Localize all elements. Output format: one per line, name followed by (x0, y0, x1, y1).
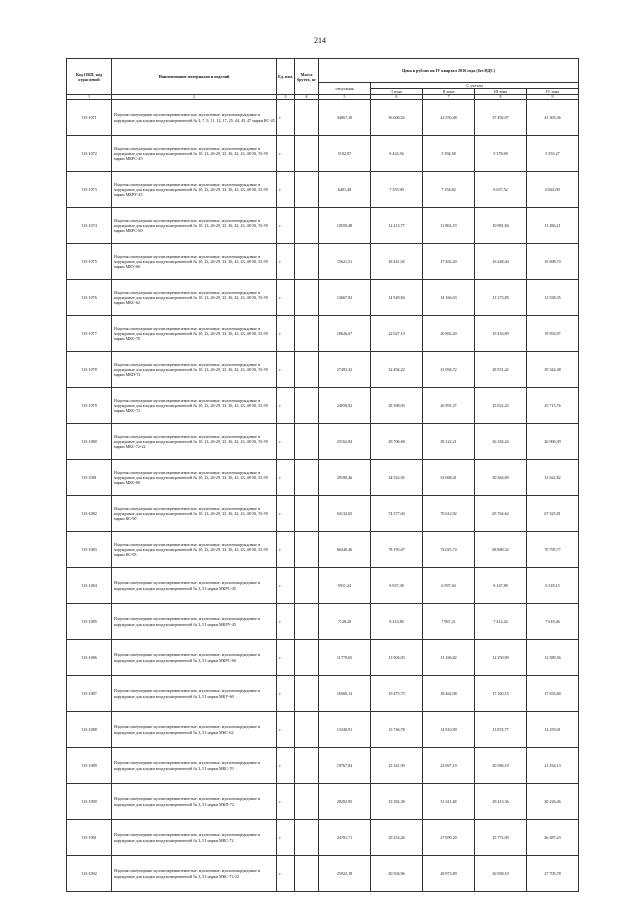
zone-4-price-cell: 16 698,74 (527, 244, 579, 280)
header-name: Наименование материалов и изделий (112, 59, 277, 95)
zone-3-price-cell: 10 981,84 (475, 208, 527, 244)
unit-cell: т (277, 856, 295, 892)
zone-3-price-cell: 19 416,89 (475, 316, 527, 352)
unit-cell: т (277, 568, 295, 604)
product-code: 115-1071 (67, 100, 112, 136)
table-row (67, 532, 579, 568)
mass-cell (295, 568, 319, 604)
mass-cell (295, 388, 319, 424)
unit-cell: т (277, 532, 295, 568)
header-release-price: отпускная (319, 83, 371, 95)
table-row (67, 820, 579, 856)
zone-1-price-cell: 33 382,38 (371, 784, 423, 820)
mass-cell (295, 280, 319, 316)
zone-3-price-cell: 13 173,85 (475, 280, 527, 316)
release-price-cell: 15621,51 (319, 244, 371, 280)
product-name: Изделия огнеупорные муллитокремнеземистые, муллитовые, муллитокорундовые и корундовые для кладки воздухонагревателей № 3, 51 марки МКУ-60 (112, 676, 277, 712)
product-name: Изделия огнеупорные муллитокремнеземистые, муллитовые, муллитокорундовые и корундовые для кладки воздухонагревателей № 3, 51 марки МКРУ-45 (112, 604, 277, 640)
product-code: 115-1090 (67, 784, 112, 820)
mass-cell (295, 820, 319, 856)
release-price-cell: 11779,65 (319, 640, 371, 676)
unit-cell: т (277, 640, 295, 676)
zone-4-price-cell: 14 259,01 (527, 712, 579, 748)
product-code: 115-1074 (67, 208, 112, 244)
zone-2-price-cell: 28 124,21 (423, 424, 475, 460)
header-code: Код ОКП, код отраслевой (67, 59, 112, 95)
zone-4-price-cell: 7 618,46 (527, 604, 579, 640)
product-code: 115-1078 (67, 352, 112, 388)
header-zone-4: IV зона (527, 89, 579, 95)
release-price-cell: 18626,67 (319, 316, 371, 352)
product-name: Изделия огнеупорные муллитокремнеземистые, муллитовые, муллитокорундовые и корундовые для кладки воздухонагревателей № 10, 23, 26-29, 33, 36, 42, 43, 48-50, 55-59 марки МКС-70 (112, 316, 277, 352)
unit-cell: т (277, 748, 295, 784)
zone-1-price-cell: 74 577,04 (371, 496, 423, 532)
header-zone-3: III зона (475, 89, 527, 95)
zone-4-price-cell: 25 715,76 (527, 388, 579, 424)
mass-cell (295, 640, 319, 676)
header-zone-1: I зона (371, 89, 423, 95)
zone-4-price-cell: 26 906,39 (527, 424, 579, 460)
header-delivery-group: С учетом (371, 83, 579, 89)
zone-4-price-cell: 67 525,81 (527, 496, 579, 532)
product-code: 115-1091 (67, 820, 112, 856)
zone-3-price-cell: 13 874,77 (475, 712, 527, 748)
zone-1-price-cell: 6 937,38 (371, 568, 423, 604)
zone-1-price-cell: 32 494,22 (371, 352, 423, 388)
zone-3-price-cell: 26 958,19 (475, 856, 527, 892)
zone-3-price-cell: 12 250,99 (475, 640, 527, 676)
zone-2-price-cell: 28 973,89 (423, 856, 475, 892)
zone-4-price-cell: 19 954,97 (527, 316, 579, 352)
release-price-cell: 7128,20 (319, 604, 371, 640)
zone-3-price-cell: 37 492,07 (475, 100, 527, 136)
mass-cell (295, 352, 319, 388)
zone-1-price-cell: 8 423,80 (371, 604, 423, 640)
mass-cell (295, 100, 319, 136)
product-name: Изделия огнеупорные муллитокремнеземистые, муллитовые, муллитокорундовые и корундовые для кладки воздухонагревателей № 3, 51 марки МКРС-60 (112, 640, 277, 676)
product-name: Изделия огнеупорные муллитокремнеземистые, муллитовые, муллитокорундовые и корундовые для кладки воздухонагревателей № 10, 23, 26-29, 33, 36, 42, 43, 48-50, 55-59 марки КС-95 (112, 532, 277, 568)
column-number: 1 (67, 95, 112, 100)
unit-cell: т (277, 676, 295, 712)
zone-2-price-cell: 5 394,58 (423, 136, 475, 172)
mass-cell (295, 172, 319, 208)
column-number: 8 (475, 95, 527, 100)
zone-1-price-cell: 18 441,02 (371, 244, 423, 280)
table-row (67, 100, 579, 136)
release-price-cell: 10559,48 (319, 208, 371, 244)
release-price-cell: 12667,92 (319, 280, 371, 316)
table-row (67, 460, 579, 496)
release-price-cell: 25162,84 (319, 424, 371, 460)
unit-cell: т (277, 208, 295, 244)
zone-3-price-cell: 5 378,69 (475, 136, 527, 172)
zone-4-price-cell: 29 342,48 (527, 352, 579, 388)
header-zone-2: II зона (423, 89, 475, 95)
mass-cell (295, 496, 319, 532)
release-price-cell: 13340,91 (319, 712, 371, 748)
header-mass: Масса брутто, кг (295, 59, 319, 95)
product-name: Изделия огнеупорные муллитокремнеземистые, муллитовые, муллитокорундовые и корундовые для кладки воздухонагревателей № 10, 23, 26-29, 33, 36, 42, 43, 48-50, 55-59 марки МКРУ-45 (112, 172, 277, 208)
unit-cell: т (277, 244, 295, 280)
zone-2-price-cell: 14 910,99 (423, 712, 475, 748)
zone-1-price-cell: 15 746,78 (371, 712, 423, 748)
product-code: 115-1089 (67, 748, 112, 784)
product-name: Изделия огнеупорные муллитокремнеземистые, муллитовые, муллитокорундовые и корундовые для кладки воздухонагревателей № 10, 23, 26-29, 33, 36, 42, 43, 48-50, 55-59 марки МКУ-60 (112, 244, 277, 280)
zone-1-price-cell: 34 522,92 (371, 460, 423, 496)
product-code: 115-1072 (67, 136, 112, 172)
mass-cell (295, 208, 319, 244)
zone-1-price-cell: 29 706,68 (371, 424, 423, 460)
unit-cell: т (277, 496, 295, 532)
mass-cell (295, 856, 319, 892)
zone-3-price-cell: 26 182,24 (475, 424, 527, 460)
mass-cell (295, 676, 319, 712)
zone-4-price-cell: 6 318,15 (527, 568, 579, 604)
release-price-cell: 27493,32 (319, 352, 371, 388)
table-row (67, 676, 579, 712)
table-row (67, 388, 579, 424)
mass-cell (295, 604, 319, 640)
product-code: 115-1080 (67, 424, 112, 460)
product-name: Изделия огнеупорные муллитокремнеземистые, муллитовые, муллитокорундовые и корундовые для кладки воздухонагревателей № 10, 23, 26-29, 33, 36, 42, 43, 48-50, 55-59 марки МКС-72-22 (112, 424, 277, 460)
zone-2-price-cell: 20 862,20 (423, 316, 475, 352)
zone-3-price-cell: 29 413,36 (475, 784, 527, 820)
mass-cell (295, 784, 319, 820)
product-name: Изделия огнеупорные муллитокремнеземистые, муллитовые, муллитокорундовые и корундовые для кладки воздухонагревателей № 3, 51 марки МКС-62 (112, 712, 277, 748)
mass-cell (295, 244, 319, 280)
zone-3-price-cell: 17 160,15 (475, 676, 527, 712)
zone-2-price-cell: 74 025,74 (423, 532, 475, 568)
zone-4-price-cell: 70 795,77 (527, 532, 579, 568)
release-price-cell: 66240,46 (319, 532, 371, 568)
zone-1-price-cell: 14 928,84 (371, 280, 423, 316)
unit-cell: т (277, 352, 295, 388)
unit-cell: т (277, 100, 295, 136)
zone-4-price-cell: 13 538,35 (527, 280, 579, 316)
zone-3-price-cell: 16 248,40 (475, 244, 527, 280)
unit-cell: т (277, 316, 295, 352)
mass-cell (295, 424, 319, 460)
zone-2-price-cell: 17 462,20 (423, 244, 475, 280)
mass-cell (295, 136, 319, 172)
product-name: Изделия огнеупорные муллитокремнеземистые, муллитовые, муллитокорундовые и корундовые для кладки воздухонагревателей № 10, 23, 26-29, 33, 36, 42, 43, 48-50, 55-59 марки МКРС-60 (112, 208, 277, 244)
table-row (67, 496, 579, 532)
table-row (67, 316, 579, 352)
product-code: 115-1082 (67, 496, 112, 532)
table-row (67, 568, 579, 604)
release-price-cell: 25922,18 (319, 856, 371, 892)
unit-cell: т (277, 424, 295, 460)
zone-1-price-cell: 28 398,03 (371, 388, 423, 424)
zone-2-price-cell: 22 097,19 (423, 748, 475, 784)
zone-4-price-cell: 41 303,36 (527, 100, 579, 136)
mass-cell (295, 712, 319, 748)
product-code: 115-1086 (67, 640, 112, 676)
unit-cell: т (277, 604, 295, 640)
release-price-cell: 6401,48 (319, 172, 371, 208)
zone-2-price-cell: 27 699,20 (423, 820, 475, 856)
column-number: 5 (319, 95, 371, 100)
zone-4-price-cell: 26 487,23 (527, 820, 579, 856)
zone-2-price-cell: 33 068,41 (423, 460, 475, 496)
zone-1-price-cell: 22 027,10 (371, 316, 423, 352)
table-row (67, 748, 579, 784)
zone-3-price-cell: 30 363,69 (475, 460, 527, 496)
release-price-cell: 24059,92 (319, 388, 371, 424)
zone-4-price-cell: 21 164,13 (527, 748, 579, 784)
zone-1-price-cell: 13 904,03 (371, 640, 423, 676)
release-price-cell: 63132,65 (319, 496, 371, 532)
zone-4-price-cell: 5 553,27 (527, 136, 579, 172)
table-row (67, 352, 579, 388)
unit-cell: т (277, 388, 295, 424)
table-row (67, 640, 579, 676)
unit-cell: т (277, 820, 295, 856)
product-code: 115-1088 (67, 712, 112, 748)
zone-3-price-cell: 65 764,62 (475, 496, 527, 532)
column-number: 3 (277, 95, 295, 100)
product-code: 115-1085 (67, 604, 112, 640)
release-price-cell: 16560,13 (319, 676, 371, 712)
zone-2-price-cell: 13 166,82 (423, 640, 475, 676)
product-name: Изделия огнеупорные муллитокремнеземистые, муллитовые, муллитокорундовые и корундовые для кладки воздухонагревателей № 3, 51 марки МКС-70 (112, 748, 277, 784)
zone-4-price-cell: 6 842,00 (527, 172, 579, 208)
zone-2-price-cell: 14 166,03 (423, 280, 475, 316)
release-price-cell: 5911,24 (319, 568, 371, 604)
zone-3-price-cell: 7 412,43 (475, 604, 527, 640)
zone-1-price-cell: 78 195,67 (371, 532, 423, 568)
zone-3-price-cell: 20 586,19 (475, 748, 527, 784)
zone-1-price-cell: 23 341,99 (371, 748, 423, 784)
zone-1-price-cell: 12 413,77 (371, 208, 423, 244)
zone-3-price-cell: 6 657,52 (475, 172, 527, 208)
zone-2-price-cell: 31 094,72 (423, 352, 475, 388)
release-price-cell: 19767,84 (319, 748, 371, 784)
unit-cell: т (277, 172, 295, 208)
release-price-cell: 5102,97 (319, 136, 371, 172)
price-table (66, 58, 579, 892)
table-body (67, 100, 579, 892)
zone-1-price-cell: 19 475,75 (371, 676, 423, 712)
zone-2-price-cell: 70 612,92 (423, 496, 475, 532)
product-name: Изделия огнеупорные муллитокремнеземистые, муллитовые, муллитокорундовые и корундовые для кладки воздухонагревателей № 10, 23, 26-29, 33, 36, 42, 43, 48-50, 55-59 марки МКС-72 (112, 388, 277, 424)
product-name: Изделия огнеупорные муллитокремнеземистые, муллитовые, муллитокорундовые и корундовые для кладки воздухонагревателей № 3, 51 марки МКС-72 (112, 820, 277, 856)
header-price-group: Цена в рублях на IV квартал 2016 года (без НДС) (319, 59, 579, 83)
table-row (67, 172, 579, 208)
table-row (67, 424, 579, 460)
product-name: Изделия огнеупорные муллитокремнеземистые, муллитовые, муллитокорундовые и корундовые для кладки воздухонагревателей № 10, 23, 26-29, 33, 36, 42, 43, 48-50, 55-59 марки МКС-80 (112, 460, 277, 496)
product-name: Изделия огнеупорные муллитокремнеземистые, муллитовые, муллитокорундовые и корундовые для кладки воздухонагревателей № 3, 51 марки МКРС-45 (112, 568, 277, 604)
zone-4-price-cell: 30 226,46 (527, 784, 579, 820)
zone-4-price-cell: 11 286,21 (527, 208, 579, 244)
table-row (67, 604, 579, 640)
product-name: Изделия огнеупорные муллитокремнеземистые, муллитовые, муллитокорундовые и корундовые для кладки воздухонагревателей № 3, 51 марки МКП-72 (112, 784, 277, 820)
zone-1-price-cell: 7 355,90 (371, 172, 423, 208)
column-number: 6 (371, 95, 423, 100)
unit-cell: т (277, 784, 295, 820)
header-unit: Ед. изм. (277, 59, 295, 95)
page-number: 214 (314, 36, 326, 45)
column-number: 9 (527, 95, 579, 100)
column-number: 4 (295, 95, 319, 100)
zone-2-price-cell: 22 550,48 (423, 100, 475, 136)
zone-1-price-cell: 29 254,26 (371, 820, 423, 856)
table-row (67, 280, 579, 316)
product-code: 115-1092 (67, 856, 112, 892)
column-number: 2 (112, 95, 277, 100)
product-name: Изделия огнеупорные муллитокремнеземистые, муллитовые, муллитокорундовые и корундовые для кладки воздухонагревателей № 3, 51 марки МКС-72-22 (112, 856, 277, 892)
zone-1-price-cell: 30 594,96 (371, 856, 423, 892)
product-name: Изделия огнеупорные муллитокремнеземистые, муллитовые, муллитокорундовые и корундовые для кладки воздухонагревателей № 4, 7, 9, 11, 12, 17, 25, 44, 45, 47 марки КС-45 (112, 100, 277, 136)
product-name: Изделия огнеупорные муллитокремнеземистые, муллитовые, муллитокорундовые и корундовые для кладки воздухонагревателей № 10, 23, 26-29, 33, 36, 42, 43, 48-50, 55-59 марки КС-90 (112, 496, 277, 532)
table-header (67, 59, 579, 100)
unit-cell: т (277, 460, 295, 496)
release-price-cell: 34067,10 (319, 100, 371, 136)
zone-3-price-cell: 25 772,09 (475, 820, 527, 856)
table-row (67, 784, 579, 820)
zone-2-price-cell: 6 597,04 (423, 568, 475, 604)
product-code: 115-1084 (67, 568, 112, 604)
product-code: 115-1079 (67, 388, 112, 424)
product-code: 115-1081 (67, 460, 112, 496)
zone-2-price-cell: 31 611,48 (423, 784, 475, 820)
product-code: 115-1083 (67, 532, 112, 568)
zone-3-price-cell: 25 022,23 (475, 388, 527, 424)
zone-4-price-cell: 27 705,78 (527, 856, 579, 892)
zone-4-price-cell: 17 635,68 (527, 676, 579, 712)
release-price-cell: 28282,95 (319, 784, 371, 820)
zone-2-price-cell: 26 991,37 (423, 388, 475, 424)
release-price-cell: 29180,46 (319, 460, 371, 496)
unit-cell: т (277, 136, 295, 172)
product-code: 115-1077 (67, 316, 112, 352)
product-code: 115-1076 (67, 280, 112, 316)
table-row (67, 244, 579, 280)
product-name: Изделия огнеупорные муллитокремнеземистые, муллитовые, муллитокорундовые и корундовые для кладки воздухонагревателей № 10, 23, 26-29, 33, 36, 42, 43, 48-50, 55-59 марки МКП-72 (112, 352, 277, 388)
zone-4-price-cell: 31 622,82 (527, 460, 579, 496)
zone-1-price-cell: 36 606,52 (371, 100, 423, 136)
table-row (67, 856, 579, 892)
product-name: Изделия огнеупорные муллитокремнеземистые, муллитовые, муллитокорундовые и корундовые для кладки воздухонагревателей № 10, 23, 26-29, 33, 36, 42, 43, 48-50, 55-59 марки МКРС-45 (112, 136, 277, 172)
zone-2-price-cell: 7 967,21 (423, 604, 475, 640)
zone-3-price-cell: 6 147,89 (475, 568, 527, 604)
product-name: Изделия огнеупорные муллитокремнеземистые, муллитовые, муллитокорундовые и корундовые для кладки воздухонагревателей № 10, 23, 26-29, 33, 36, 42, 43, 48-50, 55-59 марки МКС-62 (112, 280, 277, 316)
mass-cell (295, 532, 319, 568)
zone-2-price-cell: 7 354,82 (423, 172, 475, 208)
table-row (67, 712, 579, 748)
mass-cell (295, 316, 319, 352)
column-number: 7 (423, 95, 475, 100)
zone-4-price-cell: 12 589,56 (527, 640, 579, 676)
zone-1-price-cell: 6 424,56 (371, 136, 423, 172)
product-code: 115-1073 (67, 172, 112, 208)
zone-3-price-cell: 28 551,42 (475, 352, 527, 388)
release-price-cell: 24781,71 (319, 820, 371, 856)
product-code: 115-1087 (67, 676, 112, 712)
mass-cell (295, 748, 319, 784)
unit-cell: т (277, 280, 295, 316)
zone-3-price-cell: 68 880,32 (475, 532, 527, 568)
table-row (67, 208, 579, 244)
mass-cell (295, 460, 319, 496)
zone-2-price-cell: 11 802,19 (423, 208, 475, 244)
table-row (67, 136, 579, 172)
zone-2-price-cell: 18 462,08 (423, 676, 475, 712)
product-code: 115-1075 (67, 244, 112, 280)
unit-cell: т (277, 712, 295, 748)
